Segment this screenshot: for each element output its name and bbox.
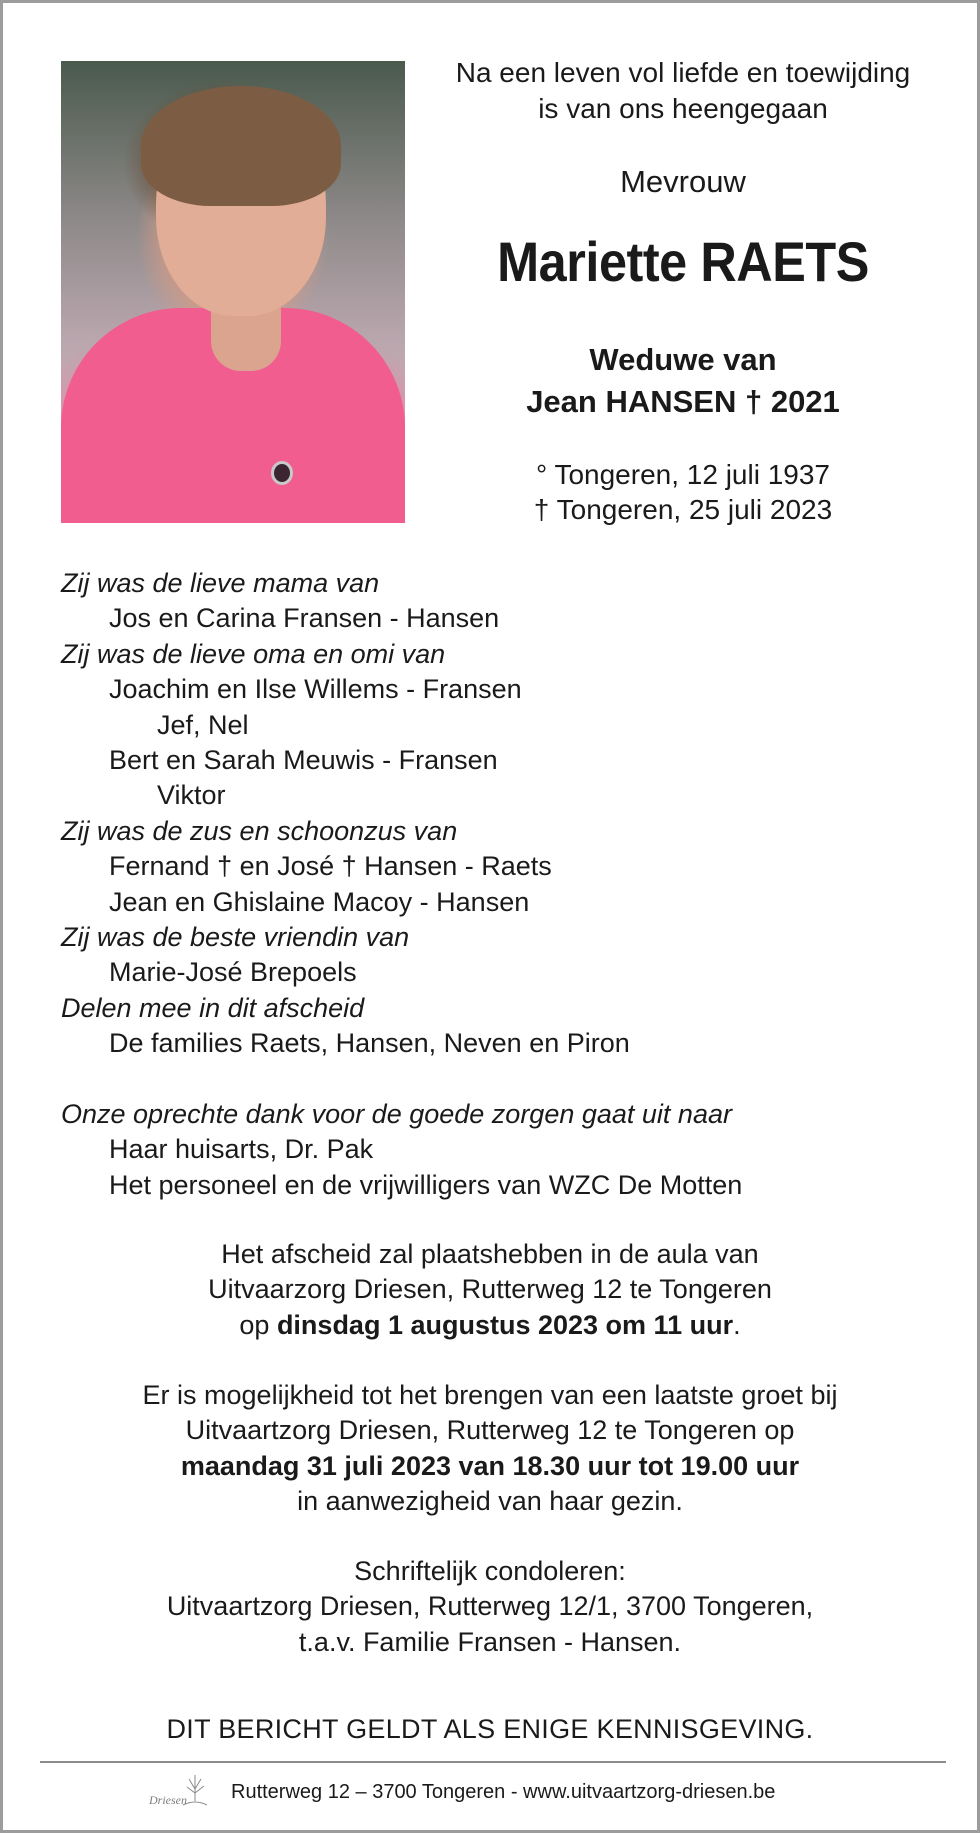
spouse-line: Jean HANSEN † 2021 (526, 384, 840, 419)
family-heading: Zij was de lieve oma en omi van (61, 638, 446, 669)
family-member: De families Raets, Hansen, Neven en Piron (109, 1028, 630, 1059)
family-member: Jos en Carina Fransen - Hansen (109, 603, 500, 634)
last-greeting-info (43, 1378, 937, 1519)
farewell-line: Uitvaarzorg Driesen, Rutterweg 12 te Tongeren (208, 1274, 772, 1305)
family-heading: Delen mee in dit afscheid (61, 992, 365, 1023)
family-gap (61, 1062, 941, 1097)
footer-address: Rutterweg 12 – 3700 Tongeren - www.uitvaartzorg-driesen.be (231, 1781, 776, 1803)
family-heading: Zij was de beste vriendin van (61, 922, 410, 953)
condolence-attention: t.a.v. Familie Fransen - Hansen. (298, 1626, 682, 1657)
family-member: Jean en Ghislaine Macoy - Hansen (109, 886, 530, 917)
farewell-prefix: op (239, 1309, 277, 1340)
notice-text: DIT BERICHT GELDT ALS ENIGE KENNISGEVING. (166, 1714, 814, 1744)
birth-date: ° Tongeren, 12 juli 1937 (535, 459, 830, 490)
lastgreet-line: Uitvaartzorg Driesen, Rutterweg 12 te Tongeren op (185, 1415, 795, 1446)
family-heading: Onze oprechte dank voor de goede zorgen gaat uit naar (61, 1098, 732, 1129)
family-member: Jef, Nel (157, 709, 249, 740)
farewell-datetime: dinsdag 1 augustus 2023 om 11 uur (276, 1309, 734, 1340)
family-member: Marie-José Brepoels (109, 957, 357, 988)
lastgreet-datetime (43, 1449, 937, 1484)
condolence-info (43, 1554, 937, 1660)
life-dates (413, 457, 953, 527)
family-member: Haar huisarts, Dr. Pak (109, 1134, 374, 1165)
driesen-logo-icon (149, 1771, 211, 1817)
death-date: † Tongeren, 25 juli 2023 (533, 494, 833, 525)
logo-wordmark: Driesen (149, 1793, 187, 1807)
family-member: Viktor (157, 780, 226, 811)
intro-line: is van ons heengegaan (538, 93, 828, 124)
family-member: Het personeel en de vrijwilligers van WZC De Motten (109, 1169, 743, 1200)
lastgreet-line: in aanwezigheid van haar gezin. (297, 1485, 683, 1516)
photo-pendant (271, 461, 293, 485)
widow-of (413, 339, 953, 423)
condolence-address: Uitvaartzorg Driesen, Rutterweg 12/1, 3700 Tongeren, (166, 1591, 814, 1622)
widow-line: Weduwe van (589, 342, 777, 377)
footer-divider (40, 1761, 946, 1763)
intro-line: Na een leven vol liefde en toewijding (455, 57, 911, 88)
family-list (61, 566, 941, 1203)
portrait-photo (61, 61, 405, 523)
photo-hair (141, 86, 341, 206)
family-member: Joachim en Ilse Willems - Fransen (109, 674, 522, 705)
family-member: Bert en Sarah Meuwis - Fransen (109, 745, 498, 776)
lastgreet-bold: maandag 31 juli 2023 van 18.30 uur tot 19.00 uur (180, 1450, 800, 1481)
intro-text (413, 55, 953, 127)
lastgreet-line: Er is mogelijkheid tot het brengen van een laatste groet bij (142, 1380, 838, 1410)
family-member: Fernand † en José † Hansen - Raets (109, 851, 552, 882)
deceased-name: Mariette RAETS (497, 230, 869, 293)
farewell-info (43, 1237, 937, 1343)
farewell-line: Het afscheid zal plaatshebben in de aula van (221, 1239, 759, 1269)
farewell-line (43, 1308, 937, 1343)
condolence-heading: Schriftelijk condoleren: (354, 1556, 626, 1586)
family-heading: Zij was de lieve mama van (61, 568, 380, 598)
family-heading: Zij was de zus en schoonzus van (61, 815, 458, 846)
salutation: Mevrouw (620, 164, 746, 199)
footer (149, 1769, 849, 1819)
farewell-suffix: . (733, 1309, 741, 1340)
